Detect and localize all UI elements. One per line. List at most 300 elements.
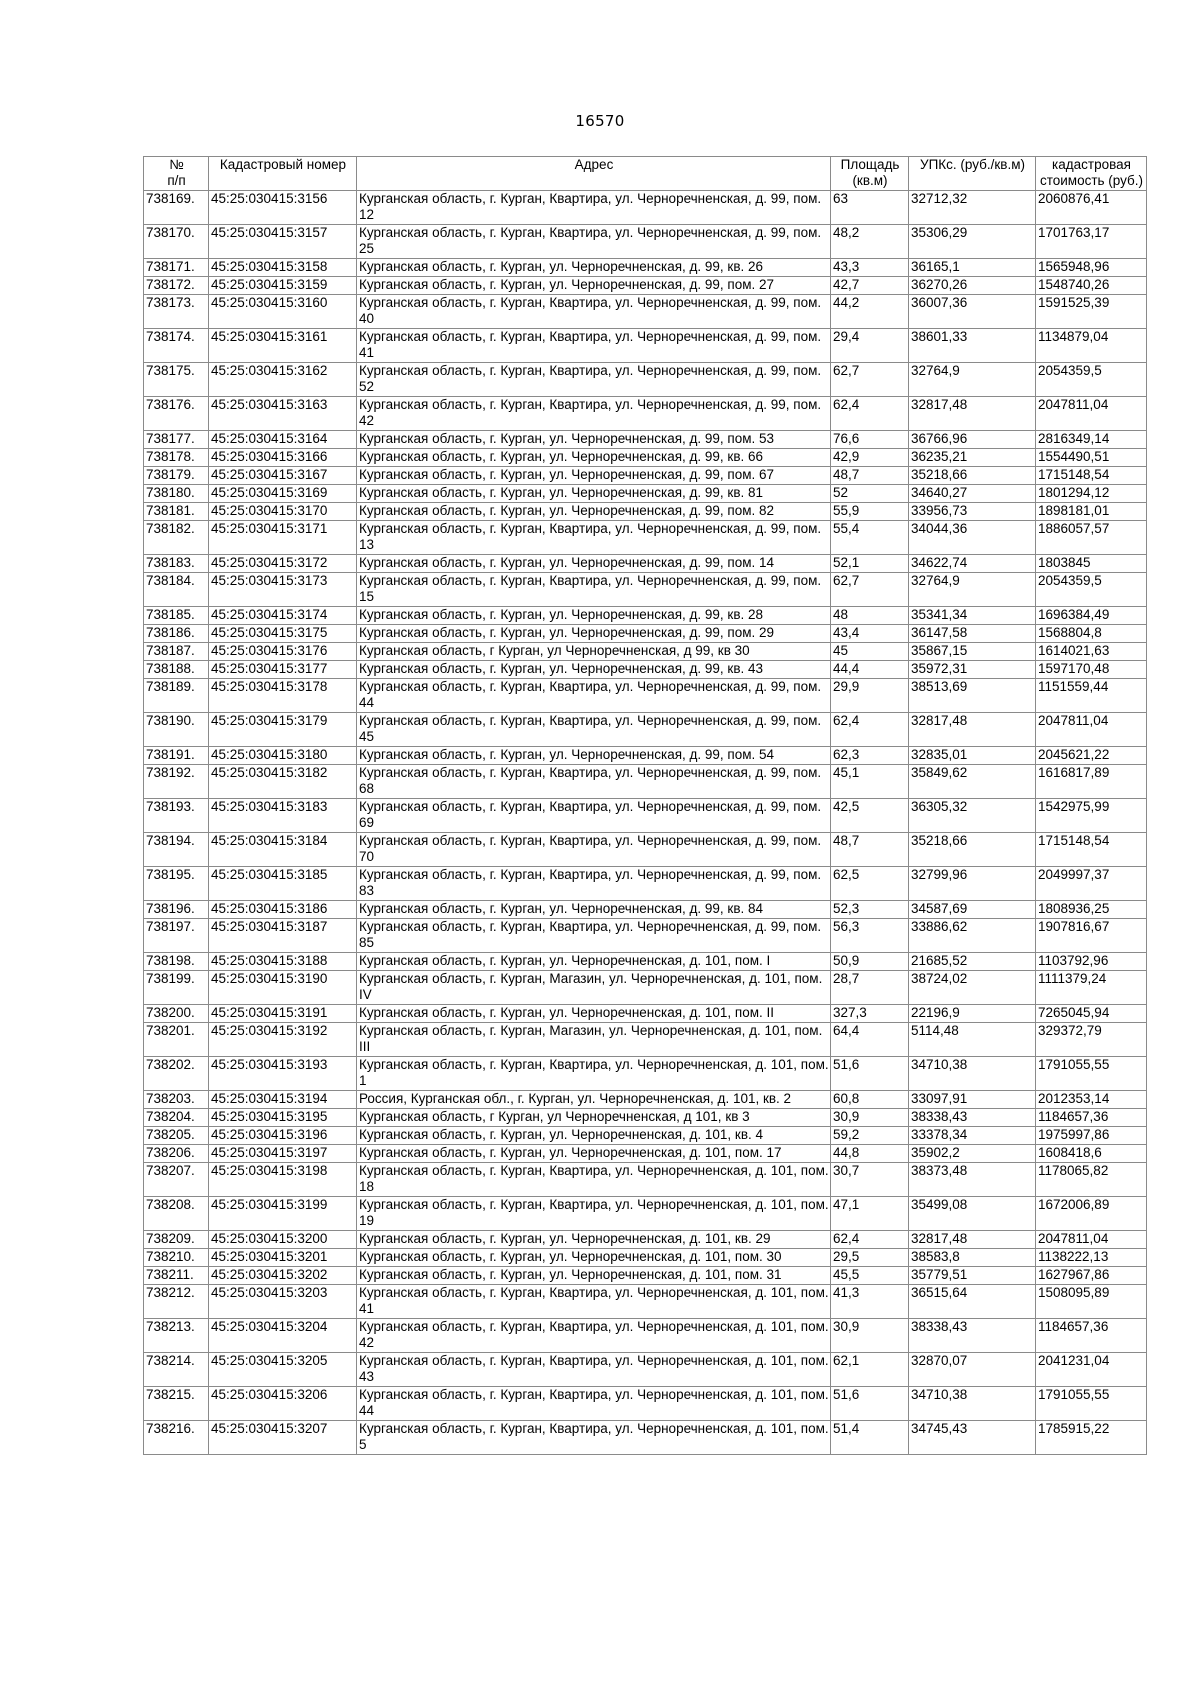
cell-cadastral-value: 1178065,82 — [1036, 1163, 1147, 1197]
cell-unit-value: 32712,32 — [909, 191, 1036, 225]
cell-cadastral-number: 45:25:030415:3158 — [209, 259, 357, 277]
cell-index: 738203. — [144, 1091, 209, 1109]
cell-address: Курганская область, г. Курган, Квартира, ул. Черноречненская, д. 99, пом. 83 — [357, 867, 831, 901]
table-row — [144, 901, 1147, 919]
cell-unit-value: 21685,52 — [909, 953, 1036, 971]
cell-unit-value: 35902,2 — [909, 1145, 1036, 1163]
table-row — [144, 1267, 1147, 1285]
table-row — [144, 1387, 1147, 1421]
cell-address: Курганская область, г. Курган, ул. Черноречненская, д. 99, кв. 81 — [357, 485, 831, 503]
cell-address: Курганская область, г. Курган, Квартира, ул. Черноречненская, д. 99, пом. 15 — [357, 573, 831, 607]
cell-address: Курганская область, г. Курган, ул. Черноречненская, д. 99, кв. 84 — [357, 901, 831, 919]
cell-area: 28,7 — [831, 971, 909, 1005]
cell-index: 738186. — [144, 625, 209, 643]
cell-unit-value: 35341,34 — [909, 607, 1036, 625]
cell-index: 738202. — [144, 1057, 209, 1091]
table-row — [144, 799, 1147, 833]
cell-cadastral-value: 1808936,25 — [1036, 901, 1147, 919]
cell-cadastral-number: 45:25:030415:3204 — [209, 1319, 357, 1353]
cell-area: 45,5 — [831, 1267, 909, 1285]
cell-address: Курганская область, г. Курган, Квартира, ул. Черноречненская, д. 99, пом. 52 — [357, 363, 831, 397]
cell-area: 30,7 — [831, 1163, 909, 1197]
cell-address: Курганская область, г. Курган, ул. Черноречненская, д. 99, пом. 27 — [357, 277, 831, 295]
cell-cadastral-number: 45:25:030415:3185 — [209, 867, 357, 901]
cell-cadastral-number: 45:25:030415:3175 — [209, 625, 357, 643]
cell-cadastral-value: 1597170,48 — [1036, 661, 1147, 679]
cell-index: 738191. — [144, 747, 209, 765]
cell-cadastral-value: 1542975,99 — [1036, 799, 1147, 833]
cell-address: Курганская область, г. Курган, Квартира, ул. Черноречненская, д. 101, пом. 18 — [357, 1163, 831, 1197]
cell-unit-value: 32817,48 — [909, 713, 1036, 747]
cell-cadastral-number: 45:25:030415:3203 — [209, 1285, 357, 1319]
cell-address: Курганская область, г. Курган, ул. Черноречненская, д. 101, кв. 4 — [357, 1127, 831, 1145]
cell-address: Курганская область, г. Курган, ул. Черноречненская, д. 101, пом. 30 — [357, 1249, 831, 1267]
cell-cadastral-value: 1785915,22 — [1036, 1421, 1147, 1455]
cell-cadastral-value: 2054359,5 — [1036, 573, 1147, 607]
cell-cadastral-number: 45:25:030415:3172 — [209, 555, 357, 573]
cell-unit-value: 38338,43 — [909, 1109, 1036, 1127]
cell-cadastral-number: 45:25:030415:3194 — [209, 1091, 357, 1109]
cell-index: 738173. — [144, 295, 209, 329]
cell-cadastral-number: 45:25:030415:3199 — [209, 1197, 357, 1231]
cell-index: 738210. — [144, 1249, 209, 1267]
cell-area: 29,9 — [831, 679, 909, 713]
cell-cadastral-value: 1554490,51 — [1036, 449, 1147, 467]
table-row — [144, 747, 1147, 765]
cell-area: 48 — [831, 607, 909, 625]
cell-cadastral-number: 45:25:030415:3192 — [209, 1023, 357, 1057]
cell-area: 62,5 — [831, 867, 909, 901]
cell-area: 52 — [831, 485, 909, 503]
cell-cadastral-number: 45:25:030415:3184 — [209, 833, 357, 867]
table-row — [144, 449, 1147, 467]
cell-unit-value: 36515,64 — [909, 1285, 1036, 1319]
cell-address: Курганская область, г. Курган, ул. Черноречненская, д. 101, пом. II — [357, 1005, 831, 1023]
cell-unit-value: 35306,29 — [909, 225, 1036, 259]
header-unit-value-text: УПКс. (руб./кв.м) — [920, 157, 1025, 172]
cell-unit-value: 36007,36 — [909, 295, 1036, 329]
cell-cadastral-value: 2047811,04 — [1036, 713, 1147, 747]
cell-unit-value: 36235,21 — [909, 449, 1036, 467]
cell-cadastral-value: 2060876,41 — [1036, 191, 1147, 225]
table-row — [144, 503, 1147, 521]
cell-unit-value: 38583,8 — [909, 1249, 1036, 1267]
cell-area: 47,1 — [831, 1197, 909, 1231]
cell-area: 43,4 — [831, 625, 909, 643]
cell-area: 62,1 — [831, 1353, 909, 1387]
cell-cadastral-number: 45:25:030415:3207 — [209, 1421, 357, 1455]
cell-cadastral-value: 1151559,44 — [1036, 679, 1147, 713]
cell-index: 738198. — [144, 953, 209, 971]
cell-index: 738172. — [144, 277, 209, 295]
table-row — [144, 643, 1147, 661]
cell-index: 738193. — [144, 799, 209, 833]
table-row — [144, 1023, 1147, 1057]
cell-unit-value: 35218,66 — [909, 833, 1036, 867]
table-row — [144, 971, 1147, 1005]
table-row — [144, 573, 1147, 607]
cell-cadastral-number: 45:25:030415:3170 — [209, 503, 357, 521]
cell-index: 738182. — [144, 521, 209, 555]
table-row — [144, 225, 1147, 259]
cell-cadastral-value: 1508095,89 — [1036, 1285, 1147, 1319]
cell-area: 51,6 — [831, 1057, 909, 1091]
cell-unit-value: 35867,15 — [909, 643, 1036, 661]
cell-area: 42,9 — [831, 449, 909, 467]
cell-cadastral-number: 45:25:030415:3201 — [209, 1249, 357, 1267]
table-row — [144, 329, 1147, 363]
cell-index: 738185. — [144, 607, 209, 625]
header-cadastral-number-text: Кадастровый номер — [219, 157, 347, 172]
cell-unit-value: 35849,62 — [909, 765, 1036, 799]
cell-address: Курганская область, г. Курган, ул. Черноречненская, д. 99, кв. 26 — [357, 259, 831, 277]
cell-cadastral-value: 1111379,24 — [1036, 971, 1147, 1005]
header-address-text: Адрес — [574, 157, 614, 172]
cell-address: Курганская область, г. Курган, ул. Черноречненская, д. 99, пом. 29 — [357, 625, 831, 643]
cell-index: 738169. — [144, 191, 209, 225]
header-unit-value — [909, 157, 1036, 191]
cell-index: 738194. — [144, 833, 209, 867]
table-row — [144, 363, 1147, 397]
cell-cadastral-value: 1565948,96 — [1036, 259, 1147, 277]
cell-address: Курганская область, г. Курган, Квартира, ул. Черноречненская, д. 99, пом. 45 — [357, 713, 831, 747]
cell-address: Курганская область, г. Курган, ул. Черноречненская, д. 99, пом. 14 — [357, 555, 831, 573]
cell-area: 327,3 — [831, 1005, 909, 1023]
header-address — [357, 157, 831, 191]
cell-cadastral-value: 1548740,26 — [1036, 277, 1147, 295]
cell-address: Курганская область, г. Курган, ул. Черноречненская, д. 99, кв. 43 — [357, 661, 831, 679]
cell-area: 56,3 — [831, 919, 909, 953]
cell-address: Курганская область, г. Курган, Квартира, ул. Черноречненская, д. 101, пом. 42 — [357, 1319, 831, 1353]
cell-cadastral-number: 45:25:030415:3159 — [209, 277, 357, 295]
cell-address: Курганская область, г. Курган, Квартира, ул. Черноречненская, д. 101, пом. 19 — [357, 1197, 831, 1231]
header-area-text: Площадь (кв.м) — [840, 157, 900, 188]
cell-unit-value: 34710,38 — [909, 1387, 1036, 1421]
cell-unit-value: 33097,91 — [909, 1091, 1036, 1109]
cell-index: 738201. — [144, 1023, 209, 1057]
cell-index: 738208. — [144, 1197, 209, 1231]
cell-area: 62,4 — [831, 397, 909, 431]
cell-address: Курганская область, г. Курган, Квартира, ул. Черноречненская, д. 101, пом. 5 — [357, 1421, 831, 1455]
cell-address: Курганская область, г. Курган, ул. Черноречненская, д. 101, пом. 31 — [357, 1267, 831, 1285]
cell-index: 738206. — [144, 1145, 209, 1163]
cell-address: Курганская область, г. Курган, Квартира, ул. Черноречненская, д. 99, пом. 13 — [357, 521, 831, 555]
table-row — [144, 467, 1147, 485]
cell-cadastral-number: 45:25:030415:3156 — [209, 191, 357, 225]
cell-unit-value: 33956,73 — [909, 503, 1036, 521]
cell-cadastral-number: 45:25:030415:3177 — [209, 661, 357, 679]
table-row — [144, 1197, 1147, 1231]
cell-cadastral-number: 45:25:030415:3182 — [209, 765, 357, 799]
header-cadastral-value-text: кадастровая стоимость (руб.) — [1039, 157, 1144, 188]
table-row — [144, 1057, 1147, 1091]
table-row — [144, 1091, 1147, 1109]
cell-unit-value: 34710,38 — [909, 1057, 1036, 1091]
cell-index: 738199. — [144, 971, 209, 1005]
cell-unit-value: 36165,1 — [909, 259, 1036, 277]
cell-address: Россия, Курганская обл., г. Курган, ул. Черноречненская, д. 101, кв. 2 — [357, 1091, 831, 1109]
cell-index: 738175. — [144, 363, 209, 397]
header-index — [144, 157, 209, 191]
table-row — [144, 1421, 1147, 1455]
cell-address: Курганская область, г. Курган, Квартира, ул. Черноречненская, д. 99, пом. 68 — [357, 765, 831, 799]
cell-cadastral-number: 45:25:030415:3206 — [209, 1387, 357, 1421]
cell-cadastral-number: 45:25:030415:3195 — [209, 1109, 357, 1127]
table-row — [144, 1319, 1147, 1353]
cell-address: Курганская область, г. Курган, Квартира, ул. Черноречненская, д. 101, пом. 43 — [357, 1353, 831, 1387]
cell-cadastral-value: 7265045,94 — [1036, 1005, 1147, 1023]
table-row — [144, 765, 1147, 799]
cell-index: 738204. — [144, 1109, 209, 1127]
cell-cadastral-number: 45:25:030415:3187 — [209, 919, 357, 953]
cell-area: 64,4 — [831, 1023, 909, 1057]
cell-unit-value: 36270,26 — [909, 277, 1036, 295]
cell-index: 738174. — [144, 329, 209, 363]
cell-index: 738176. — [144, 397, 209, 431]
table-row — [144, 191, 1147, 225]
cell-cadastral-value: 1715148,54 — [1036, 467, 1147, 485]
cell-address: Курганская область, г. Курган, Квартира, ул. Черноречненская, д. 99, пом. 69 — [357, 799, 831, 833]
cell-area: 45 — [831, 643, 909, 661]
cell-index: 738215. — [144, 1387, 209, 1421]
cell-address: Курганская область, г. Курган, ул. Черноречненская, д. 101, кв. 29 — [357, 1231, 831, 1249]
table-row — [144, 625, 1147, 643]
cell-unit-value: 34745,43 — [909, 1421, 1036, 1455]
cell-cadastral-number: 45:25:030415:3167 — [209, 467, 357, 485]
cell-area: 42,5 — [831, 799, 909, 833]
table-row — [144, 661, 1147, 679]
cell-area: 48,7 — [831, 833, 909, 867]
cell-address: Курганская область, г. Курган, Квартира, ул. Черноречненская, д. 101, пом. 44 — [357, 1387, 831, 1421]
cell-cadastral-value: 1886057,57 — [1036, 521, 1147, 555]
cell-unit-value: 38513,69 — [909, 679, 1036, 713]
cell-cadastral-number: 45:25:030415:3157 — [209, 225, 357, 259]
cell-area: 62,7 — [831, 573, 909, 607]
cell-unit-value: 34622,74 — [909, 555, 1036, 573]
cell-cadastral-value: 1134879,04 — [1036, 329, 1147, 363]
cell-cadastral-value: 1715148,54 — [1036, 833, 1147, 867]
cell-area: 48,2 — [831, 225, 909, 259]
cell-address: Курганская область, г. Курган, Квартира, ул. Черноречненская, д. 101, пом. 41 — [357, 1285, 831, 1319]
table-row — [144, 295, 1147, 329]
cell-cadastral-value: 1803845 — [1036, 555, 1147, 573]
cell-cadastral-value: 1138222,13 — [1036, 1249, 1147, 1267]
cell-index: 738211. — [144, 1267, 209, 1285]
cell-address: Курганская область, г Курган, ул Черноречненская, д 101, кв 3 — [357, 1109, 831, 1127]
cell-index: 738213. — [144, 1319, 209, 1353]
cell-index: 738177. — [144, 431, 209, 449]
cell-cadastral-number: 45:25:030415:3162 — [209, 363, 357, 397]
cell-area: 30,9 — [831, 1319, 909, 1353]
cell-area: 59,2 — [831, 1127, 909, 1145]
cell-cadastral-value: 1801294,12 — [1036, 485, 1147, 503]
cell-cadastral-number: 45:25:030415:3161 — [209, 329, 357, 363]
cell-cadastral-value: 1696384,49 — [1036, 607, 1147, 625]
cell-cadastral-value: 1184657,36 — [1036, 1109, 1147, 1127]
cell-index: 738179. — [144, 467, 209, 485]
cell-area: 51,6 — [831, 1387, 909, 1421]
cell-unit-value: 32817,48 — [909, 397, 1036, 431]
cell-index: 738190. — [144, 713, 209, 747]
cell-unit-value: 33378,34 — [909, 1127, 1036, 1145]
cell-cadastral-number: 45:25:030415:3183 — [209, 799, 357, 833]
cell-area: 51,4 — [831, 1421, 909, 1455]
cell-cadastral-number: 45:25:030415:3169 — [209, 485, 357, 503]
table-header — [144, 157, 1147, 191]
cell-unit-value: 32817,48 — [909, 1231, 1036, 1249]
cadastral-value-table — [143, 156, 1147, 1455]
cell-index: 738207. — [144, 1163, 209, 1197]
cell-unit-value: 35972,31 — [909, 661, 1036, 679]
cell-cadastral-number: 45:25:030415:3180 — [209, 747, 357, 765]
cell-cadastral-number: 45:25:030415:3205 — [209, 1353, 357, 1387]
cell-index: 738209. — [144, 1231, 209, 1249]
table-row — [144, 1145, 1147, 1163]
table-row — [144, 833, 1147, 867]
cell-unit-value: 32870,07 — [909, 1353, 1036, 1387]
cell-area: 44,2 — [831, 295, 909, 329]
cell-address: Курганская область, г. Курган, ул. Черноречненская, д. 99, пом. 54 — [357, 747, 831, 765]
cell-cadastral-value: 1907816,67 — [1036, 919, 1147, 953]
cell-unit-value: 32799,96 — [909, 867, 1036, 901]
cell-cadastral-value: 1701763,17 — [1036, 225, 1147, 259]
header-area — [831, 157, 909, 191]
table-row — [144, 1353, 1147, 1387]
cell-address: Курганская область, г. Курган, Квартира, ул. Черноречненская, д. 99, пом. 40 — [357, 295, 831, 329]
cell-index: 738200. — [144, 1005, 209, 1023]
cell-unit-value: 34044,36 — [909, 521, 1036, 555]
cell-unit-value: 36147,58 — [909, 625, 1036, 643]
cell-unit-value: 32764,9 — [909, 573, 1036, 607]
cell-area: 62,4 — [831, 1231, 909, 1249]
cell-unit-value: 32764,9 — [909, 363, 1036, 397]
cell-cadastral-value: 1627967,86 — [1036, 1267, 1147, 1285]
cell-cadastral-number: 45:25:030415:3178 — [209, 679, 357, 713]
cell-index: 738195. — [144, 867, 209, 901]
cell-address: Курганская область, г Курган, ул Черноречненская, д 99, кв 30 — [357, 643, 831, 661]
table-row — [144, 485, 1147, 503]
cell-area: 48,7 — [831, 467, 909, 485]
cell-cadastral-number: 45:25:030415:3186 — [209, 901, 357, 919]
cell-cadastral-value: 1184657,36 — [1036, 1319, 1147, 1353]
cell-index: 738216. — [144, 1421, 209, 1455]
cell-cadastral-value: 2816349,14 — [1036, 431, 1147, 449]
cell-unit-value: 36305,32 — [909, 799, 1036, 833]
cell-unit-value: 34587,69 — [909, 901, 1036, 919]
cell-unit-value: 34640,27 — [909, 485, 1036, 503]
cell-address: Курганская область, г. Курган, ул. Черноречненская, д. 99, пом. 67 — [357, 467, 831, 485]
table-row — [144, 607, 1147, 625]
cell-address: Курганская область, г. Курган, Магазин, ул. Черноречненская, д. 101, пом. III — [357, 1023, 831, 1057]
cell-cadastral-value: 1672006,89 — [1036, 1197, 1147, 1231]
cell-cadastral-number: 45:25:030415:3163 — [209, 397, 357, 431]
cell-area: 76,6 — [831, 431, 909, 449]
cell-cadastral-number: 45:25:030415:3174 — [209, 607, 357, 625]
cell-unit-value: 32835,01 — [909, 747, 1036, 765]
table-row — [144, 1285, 1147, 1319]
header-cadastral-value — [1036, 157, 1147, 191]
page-number: 16570 — [575, 112, 625, 130]
cell-cadastral-number: 45:25:030415:3198 — [209, 1163, 357, 1197]
table-row — [144, 397, 1147, 431]
cell-area: 60,8 — [831, 1091, 909, 1109]
cell-cadastral-value: 1791055,55 — [1036, 1387, 1147, 1421]
cell-index: 738214. — [144, 1353, 209, 1387]
cell-cadastral-number: 45:25:030415:3190 — [209, 971, 357, 1005]
table-row — [144, 1109, 1147, 1127]
table-row — [144, 1249, 1147, 1267]
cell-area: 29,4 — [831, 329, 909, 363]
cell-address: Курганская область, г. Курган, Квартира, ул. Черноречненская, д. 99, пом. 41 — [357, 329, 831, 363]
cell-area: 52,1 — [831, 555, 909, 573]
cell-address: Курганская область, г. Курган, Квартира, ул. Черноречненская, д. 99, пом. 12 — [357, 191, 831, 225]
cell-area: 30,9 — [831, 1109, 909, 1127]
cell-cadastral-value: 1975997,86 — [1036, 1127, 1147, 1145]
cell-area: 45,1 — [831, 765, 909, 799]
cell-address: Курганская область, г. Курган, Квартира, ул. Черноречненская, д. 99, пом. 70 — [357, 833, 831, 867]
cell-cadastral-number: 45:25:030415:3202 — [209, 1267, 357, 1285]
cell-cadastral-number: 45:25:030415:3196 — [209, 1127, 357, 1145]
cell-unit-value: 5114,48 — [909, 1023, 1036, 1057]
cell-area: 55,9 — [831, 503, 909, 521]
cell-cadastral-value: 2047811,04 — [1036, 397, 1147, 431]
cell-unit-value: 35499,08 — [909, 1197, 1036, 1231]
table-row — [144, 713, 1147, 747]
cell-address: Курганская область, г. Курган, Квартира, ул. Черноречненская, д. 99, пом. 85 — [357, 919, 831, 953]
cell-area: 41,3 — [831, 1285, 909, 1319]
cell-area: 62,3 — [831, 747, 909, 765]
cell-address: Курганская область, г. Курган, ул. Черноречненская, д. 99, пом. 82 — [357, 503, 831, 521]
cell-area: 44,4 — [831, 661, 909, 679]
cell-area: 43,3 — [831, 259, 909, 277]
cell-index: 738180. — [144, 485, 209, 503]
cell-cadastral-number: 45:25:030415:3197 — [209, 1145, 357, 1163]
table-row — [144, 953, 1147, 971]
cell-area: 52,3 — [831, 901, 909, 919]
cell-cadastral-value: 1568804,8 — [1036, 625, 1147, 643]
cell-area: 42,7 — [831, 277, 909, 295]
table-body — [144, 191, 1147, 1455]
cell-cadastral-number: 45:25:030415:3200 — [209, 1231, 357, 1249]
cell-address: Курганская область, г. Курган, Магазин, ул. Черноречненская, д. 101, пом. IV — [357, 971, 831, 1005]
cell-index: 738183. — [144, 555, 209, 573]
cell-address: Курганская область, г. Курган, ул. Черноречненская, д. 101, пом. 17 — [357, 1145, 831, 1163]
cell-index: 738178. — [144, 449, 209, 467]
cell-index: 738184. — [144, 573, 209, 607]
cell-address: Курганская область, г. Курган, Квартира, ул. Черноречненская, д. 99, пом. 42 — [357, 397, 831, 431]
cell-cadastral-number: 45:25:030415:3193 — [209, 1057, 357, 1091]
cell-area: 63 — [831, 191, 909, 225]
cell-index: 738189. — [144, 679, 209, 713]
table-row — [144, 1005, 1147, 1023]
cell-cadastral-number: 45:25:030415:3191 — [209, 1005, 357, 1023]
table-row — [144, 1163, 1147, 1197]
cell-unit-value: 38338,43 — [909, 1319, 1036, 1353]
cell-address: Курганская область, г. Курган, ул. Черноречненская, д. 99, кв. 28 — [357, 607, 831, 625]
cell-index: 738212. — [144, 1285, 209, 1319]
cell-cadastral-value: 1103792,96 — [1036, 953, 1147, 971]
cell-index: 738181. — [144, 503, 209, 521]
cell-cadastral-value: 2045621,22 — [1036, 747, 1147, 765]
cell-address: Курганская область, г. Курган, ул. Черноречненская, д. 101, пом. I — [357, 953, 831, 971]
cell-cadastral-number: 45:25:030415:3160 — [209, 295, 357, 329]
cell-cadastral-value: 2041231,04 — [1036, 1353, 1147, 1387]
cell-cadastral-value: 2012353,14 — [1036, 1091, 1147, 1109]
cell-cadastral-value: 2054359,5 — [1036, 363, 1147, 397]
cell-area: 55,4 — [831, 521, 909, 555]
cell-area: 62,4 — [831, 713, 909, 747]
table-row — [144, 555, 1147, 573]
